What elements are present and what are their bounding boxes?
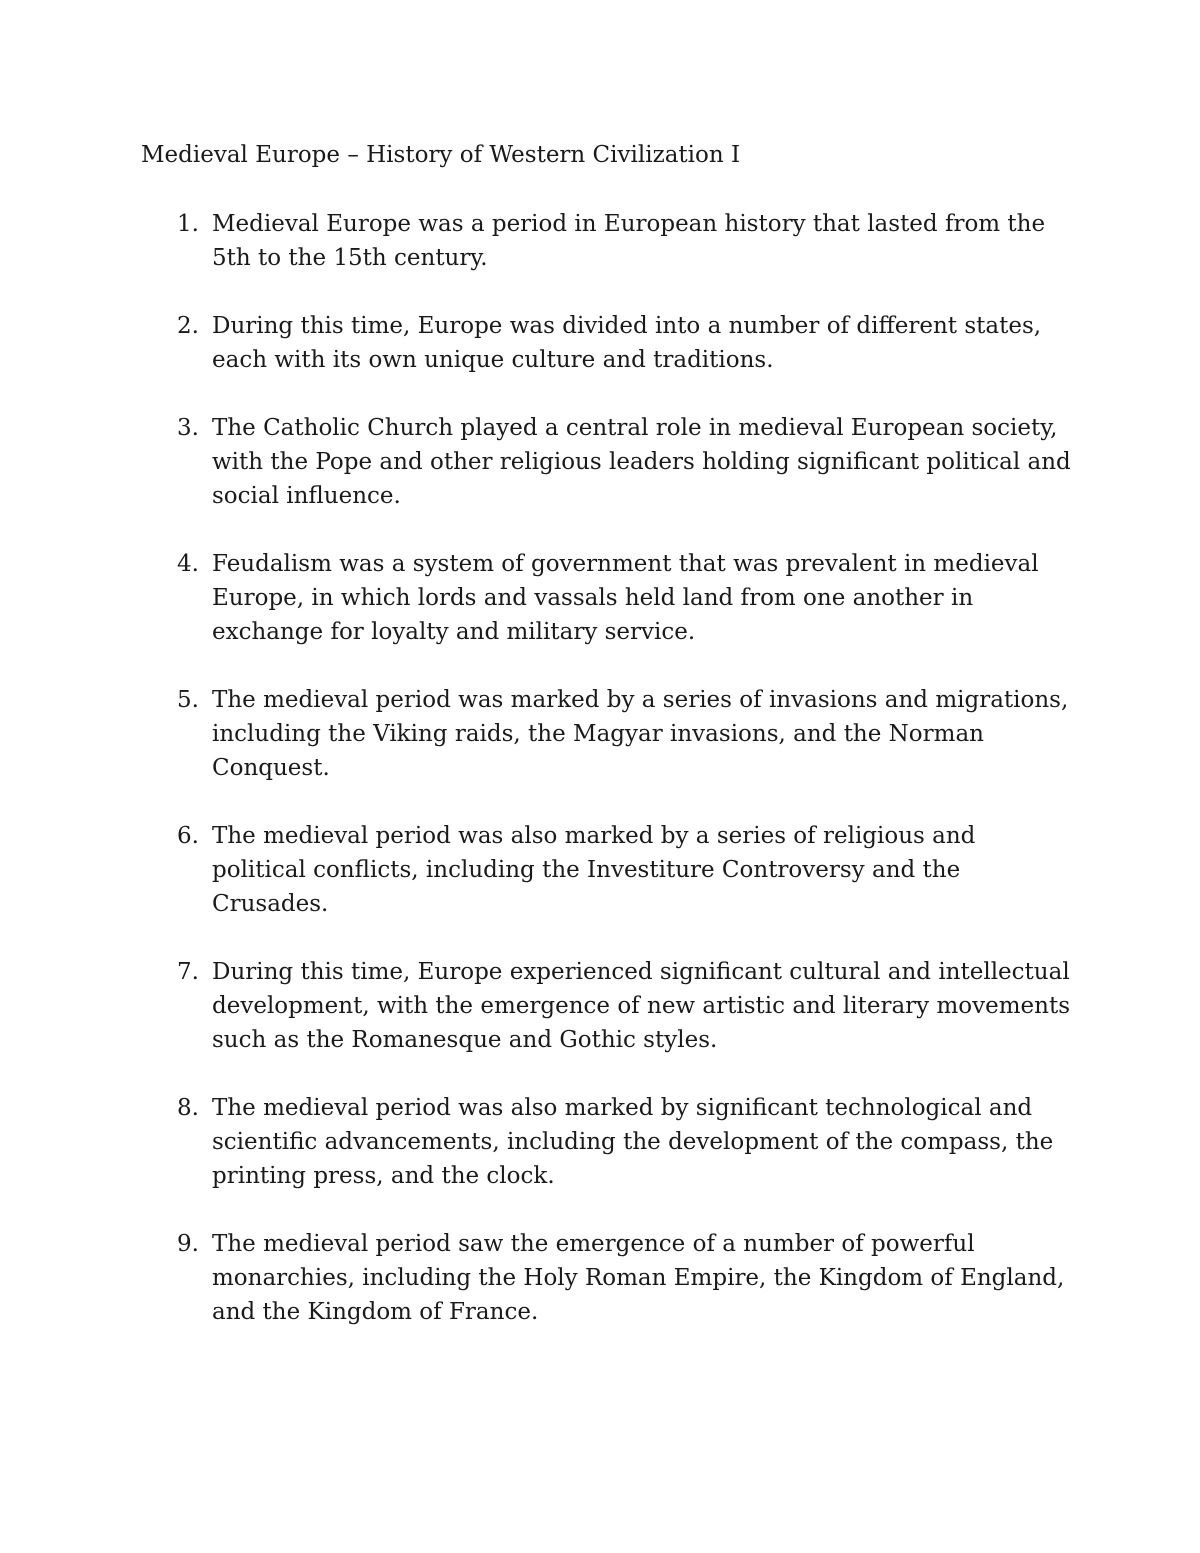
list-item-number: 6. [177, 823, 199, 849]
list-item-text: Feudalism was a system of government that was prevalent in medieval Europe, in which lords and vassals held land from one another in exchange for loyalty and military service. [212, 551, 1039, 645]
list-item-number: 9. [177, 1231, 199, 1257]
list-item [141, 1091, 1076, 1193]
list-item [141, 411, 1076, 513]
list-item-number: 2. [177, 313, 199, 339]
list-item-text: During this time, Europe was divided into a number of different states, each with its own unique culture and traditions. [212, 313, 1042, 373]
list-item-number: 5. [177, 687, 199, 713]
list-item [141, 309, 1076, 377]
list-item-text: The medieval period was also marked by significant technological and scientific advancements, including the development of the compass, the printing press, and the clock. [212, 1095, 1054, 1189]
list-item-text: The medieval period saw the emergence of a number of powerful monarchies, including the Holy Roman Empire, the Kingdom of England, and the Kingdom of France. [212, 1231, 1065, 1325]
list-item [141, 683, 1076, 785]
list-item [141, 207, 1076, 275]
document-title: Medieval Europe – History of Western Civilization I [141, 142, 741, 168]
list-item-text: The Catholic Church played a central role in medieval European society, with the Pope and other religious leaders holding significant political and social influence. [212, 415, 1071, 509]
list-item-text: During this time, Europe experienced significant cultural and intellectual development, with the emergence of new artistic and literary movements such as the Romanesque and Gothic styles. [212, 959, 1070, 1053]
list-item-text: The medieval period was marked by a series of invasions and migrations, including the Viking raids, the Magyar invasions, and the Norman Conquest. [212, 687, 1069, 781]
numbered-list [141, 207, 1076, 1363]
list-item-number: 8. [177, 1095, 199, 1121]
list-item-number: 4. [177, 551, 199, 577]
list-item-number: 3. [177, 415, 199, 441]
list-item [141, 1227, 1076, 1329]
list-item-number: 7. [177, 959, 199, 985]
list-item-number: 1. [177, 211, 199, 237]
list-item-text: The medieval period was also marked by a series of religious and political conflicts, including the Investiture Controversy and the Crusades. [212, 823, 976, 917]
list-item-text: Medieval Europe was a period in European history that lasted from the 5th to the 15th century. [212, 211, 1046, 271]
list-item [141, 547, 1076, 649]
list-item [141, 955, 1076, 1057]
list-item [141, 819, 1076, 921]
